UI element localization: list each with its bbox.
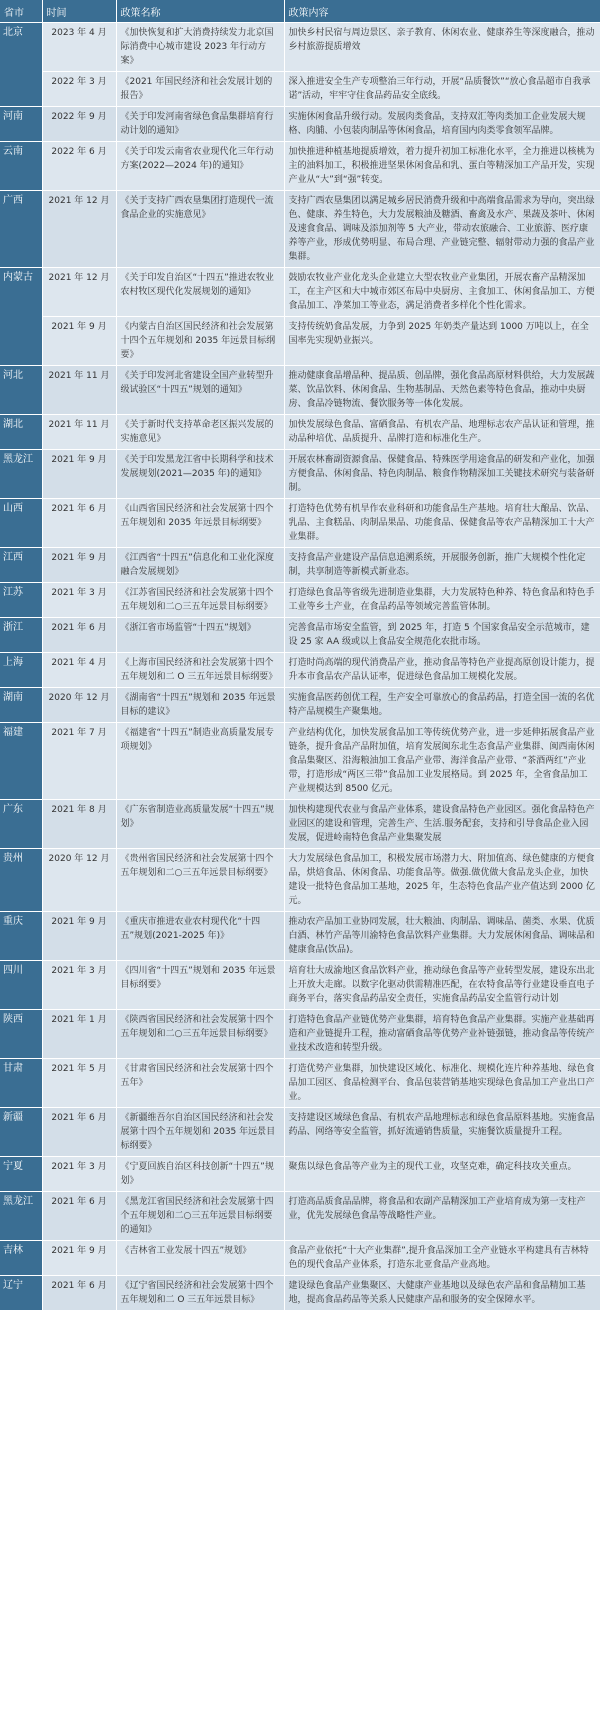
time-cell: 2020 年 12 月	[42, 688, 116, 723]
policy-content-cell: 加快乡村民宿与周边景区、亲子教育、休闲农业、健康养生等深度融合，推动乡村旅游提质增效	[284, 23, 600, 72]
time-cell: 2021 年 12 月	[42, 191, 116, 268]
policy-name-cell: 《内蒙古自治区国民经济和社会发展第十四个五年规划和 2035 年远景目标纲要》	[116, 317, 284, 366]
policy-name-cell: 《黑龙江省国民经济和社会发展第十四个五年规划和二○三五年远景目标纲要的通知》	[116, 1192, 284, 1241]
time-cell: 2021 年 4 月	[42, 653, 116, 688]
header-province: 省市	[0, 0, 42, 23]
time-cell: 2021 年 3 月	[42, 1157, 116, 1192]
province-cell: 广西	[0, 191, 42, 268]
policy-content-cell: 打造时尚高端的现代消费品产业，推动食品等特色产业提高原创设计能力，提升本市食品农产品认证率，促进绿色食品加工规模化发展。	[284, 653, 600, 688]
policy-name-cell: 《2021 年国民经济和社会发展计划的报告》	[116, 72, 284, 107]
table-header-row	[0, 0, 600, 23]
province-cell: 内蒙古	[0, 268, 42, 366]
time-cell: 2020 年 12 月	[42, 849, 116, 912]
table-row	[0, 653, 600, 688]
table-row	[0, 723, 600, 800]
policy-content-cell: 推动健康食品增品种、提品质、创品牌，强化食品高原材料供给，大力发展蔬菜、饮品饮料、休闲食品、生物基制品、天然色素等特色食品，推动中央厨房、食品冷链物流、餐饮服务等一体化发展。	[284, 366, 600, 415]
policy-content-cell: 完善食品市场安全监管，到 2025 年，打造 5 个国家食品安全示范城市，建设 25 家 AA 级或以上食品安全规范化农批市场。	[284, 618, 600, 653]
province-cell: 河北	[0, 366, 42, 415]
table-row	[0, 191, 600, 268]
table-row	[0, 72, 600, 107]
time-cell: 2021 年 9 月	[42, 450, 116, 499]
table-row	[0, 142, 600, 191]
table-row	[0, 415, 600, 450]
province-cell: 山西	[0, 499, 42, 548]
policy-content-cell: 打造高品质食品品牌，将食品和农副产品精深加工产业培育成为第一支柱产业，优先发展绿色食品等战略性产业。	[284, 1192, 600, 1241]
policy-name-cell: 《加快恢复和扩大消费持续发力北京国际消费中心城市建设 2023 年行动方案》	[116, 23, 284, 72]
policy-name-cell: 《关于印发黑龙江省中长期科学和技术发展规划(2021—2035 年)的通知》	[116, 450, 284, 499]
table-row	[0, 800, 600, 849]
province-cell: 宁夏	[0, 1157, 42, 1192]
policy-content-cell: 加快推进种植基地提质增效，着力提升初加工标准化水平，全力推进以核桃为主的油料加工，积极推进坚果休闲食品和乳、蛋白等精深加工产品开发，实现产业从“大”到“强”转变。	[284, 142, 600, 191]
time-cell: 2022 年 6 月	[42, 142, 116, 191]
table-row	[0, 1276, 600, 1311]
policy-name-cell: 《关于印发河北省建设全国产业转型升级试验区“十四五”规划的通知》	[116, 366, 284, 415]
policy-content-cell: 打造特色优势有机旱作农业科研和功能食品生产基地。培育壮大酿品、饮品、乳品、主食糕品、肉制品果品、功能食品、保健食品等农产品精深加工十大产业集群。	[284, 499, 600, 548]
table-row	[0, 548, 600, 583]
province-cell: 北京	[0, 23, 42, 107]
table-row	[0, 1157, 600, 1192]
table-row	[0, 688, 600, 723]
province-cell: 湖南	[0, 688, 42, 723]
policy-name-cell: 《重庆市推进农业农村现代化“十四五”规划(2021-2025 年)》	[116, 912, 284, 961]
time-cell: 2021 年 9 月	[42, 912, 116, 961]
time-cell: 2021 年 11 月	[42, 366, 116, 415]
policy-content-cell: 打造绿色食品等省级先进制造业集群，大力发展特色种养、特色食品和特色手工业等乡土产业，在食品药品等领域完善监管体制。	[284, 583, 600, 618]
policy-content-cell: 打造特色食品产业链优势产业集群，培育特色食品产业集群。实施产业基础再造和产业链提升工程，推动富硒食品等优势产业补链强链，推动食品等传统产业技术改造和转型升级。	[284, 1010, 600, 1059]
time-cell: 2022 年 9 月	[42, 107, 116, 142]
policy-name-cell: 《吉林省工业发展十四五”规划》	[116, 1241, 284, 1276]
time-cell: 2021 年 11 月	[42, 415, 116, 450]
province-cell: 重庆	[0, 912, 42, 961]
policy-name-cell: 《新疆维吾尔自治区国民经济和社会发展第十四个五年规划和 2035 年远景目标纲要》	[116, 1108, 284, 1157]
policy-content-cell: 支持食品产业建设产品信息追溯系统，开展服务创新，推广大规模个性化定制，共享制造等新模式新业态。	[284, 548, 600, 583]
province-cell: 吉林	[0, 1241, 42, 1276]
time-cell: 2021 年 9 月	[42, 1241, 116, 1276]
time-cell: 2021 年 9 月	[42, 317, 116, 366]
policy-content-cell: 支持建设区域绿色食品、有机农产品地理标志和绿色食品原料基地。实施食品药品、网络等安全监管，抓好流通销售质量，实施餐饮质量提升工程。	[284, 1108, 600, 1157]
province-cell: 黑龙江	[0, 450, 42, 499]
time-cell: 2022 年 3 月	[42, 72, 116, 107]
province-cell: 陕西	[0, 1010, 42, 1059]
time-cell: 2021 年 7 月	[42, 723, 116, 800]
policy-content-cell: 支持广西农垦集团以满足城乡居民消费升级和中高端食品需求为导向，突出绿色、健康、养生特色，大力发展粮油及糖酒、畜禽及水产、果蔬及茶叶、休闲及速食食品、调味及添加剂等 5 大产业，带动农旅融合、工业旅游、医疗康养等产业，形成优势明显、布局合理、产业链完整、辐射带动力强的食品产业集群。	[284, 191, 600, 268]
time-cell: 2021 年 6 月	[42, 1192, 116, 1241]
policy-name-cell: 《四川省“十四五”规划和 2035 年远景目标纲要》	[116, 961, 284, 1010]
time-cell: 2021 年 3 月	[42, 961, 116, 1010]
table-row	[0, 912, 600, 961]
policy-name-cell: 《辽宁省国民经济和社会发展第十四个五年规划和二 O 三五年远景目标》	[116, 1276, 284, 1311]
policy-content-cell: 大力发展绿色食品加工，积极发展市场潜力大、附加值高、绿色健康的方便食品，烘焙食品、休闲食品、功能食品等。做强.做优做大食品龙头企业，加快建设一批特色食品加工基地，2025 年，生态特色食品产业产值达到 2000 亿元。	[284, 849, 600, 912]
policy-name-cell: 《广东省制造业高质量发展“十四五”规划》	[116, 800, 284, 849]
table-row	[0, 1241, 600, 1276]
time-cell: 2021 年 6 月	[42, 499, 116, 548]
time-cell: 2021 年 8 月	[42, 800, 116, 849]
province-cell: 江西	[0, 548, 42, 583]
province-cell: 浙江	[0, 618, 42, 653]
table-row	[0, 366, 600, 415]
table-row	[0, 1108, 600, 1157]
province-cell: 黑龙江	[0, 1192, 42, 1241]
policy-name-cell: 《关于印发云南省农业现代化三年行动方案(2022—2024 年)的通知》	[116, 142, 284, 191]
table-row	[0, 23, 600, 72]
time-cell: 2023 年 4 月	[42, 23, 116, 72]
time-cell: 2021 年 3 月	[42, 583, 116, 618]
policy-content-cell: 建设绿色食品产业集聚区、大健康产业基地以及绿色农产品和食品精加工基地，提高食品药品等关系人民健康产品和服务的安全保障水平。	[284, 1276, 600, 1311]
header-policy-name: 政策名称	[116, 0, 284, 23]
policy-name-cell: 《关于印发河南省绿色食品集群培育行动计划的通知》	[116, 107, 284, 142]
province-cell: 云南	[0, 142, 42, 191]
table-row	[0, 317, 600, 366]
policy-content-cell: 实施食品医药创优工程，生产安全可靠放心的食品药品，打造全国一流的名优特产品规模生产聚集地。	[284, 688, 600, 723]
table-row	[0, 618, 600, 653]
time-cell: 2021 年 12 月	[42, 268, 116, 317]
policy-name-cell: 《福建省“十四五”制造业高质量发展专项规划》	[116, 723, 284, 800]
policy-content-cell: 深入推进安全生产专项整治三年行动，开展“品质餐饮”“放心食品超市自我承诺”活动，牢牢守住食品药品安全底线。	[284, 72, 600, 107]
province-cell: 广东	[0, 800, 42, 849]
province-cell: 河南	[0, 107, 42, 142]
province-cell: 贵州	[0, 849, 42, 912]
policy-name-cell: 《江西省“十四五”信息化和工业化深度融合发展规划》	[116, 548, 284, 583]
table-row	[0, 1192, 600, 1241]
table-row	[0, 1010, 600, 1059]
header-policy-content: 政策内容	[284, 0, 600, 23]
time-cell: 2021 年 6 月	[42, 618, 116, 653]
policy-content-cell: 加快发展绿色食品、富硒食品、有机农产品、地理标志农产品认证和管理，推动品种培优、品质提升、品牌打造和标准化生产。	[284, 415, 600, 450]
table-row	[0, 1059, 600, 1108]
policy-content-cell: 培育壮大成渝地区食品饮料产业，推动绿色食品等产业转型发展，建设东出北上开放大走廊。以数字化驱动供需精准匹配，在农特食品等行业建设垂直电子商务平台，落实食品药品安全责任，实施食品药品安全监管行动计划	[284, 961, 600, 1010]
time-cell: 2021 年 9 月	[42, 548, 116, 583]
policy-name-cell: 《山西省国民经济和社会发展第十四个五年规划和 2035 年远景目标纲要》	[116, 499, 284, 548]
policy-name-cell: 《宁夏回族自治区科技创新“十四五”规划》	[116, 1157, 284, 1192]
policy-name-cell: 《江苏省国民经济和社会发展第十四个五年规划和二○三五年远景目标纲要》	[116, 583, 284, 618]
province-cell: 四川	[0, 961, 42, 1010]
policy-name-cell: 《关于新时代支持革命老区振兴发展的实施意见》	[116, 415, 284, 450]
table-row	[0, 450, 600, 499]
policy-name-cell: 《上海市国民经济和社会发展第十四个五年规划和二 O 三五年远景目标纲要》	[116, 653, 284, 688]
province-cell: 湖北	[0, 415, 42, 450]
table-row	[0, 961, 600, 1010]
policy-content-cell: 聚焦以绿色食品等产业为主的现代工业，攻坚克难，确定科技攻关重点。	[284, 1157, 600, 1192]
policy-name-cell: 《贵州省国民经济和社会发展第十四个五年规划和二○三五年远景目标纲要》	[116, 849, 284, 912]
province-cell: 新疆	[0, 1108, 42, 1157]
policy-content-cell: 开展农林畜副资源食品、保健食品、特殊医学用途食品的研发和产业化，加强方便食品、休闲食品、特色肉制品、粮食作物精深加工关键技术研究与装备研制。	[284, 450, 600, 499]
policy-content-cell: 鼓励农牧业产业化龙头企业建立大型农牧业产业集团，开展农畜产品精深加工，在主产区和大中城市郊区布局中央厨房、主食加工、休闲食品加工、方便食品加工、净菜加工等业态，满足消费者多样化个性化需求。	[284, 268, 600, 317]
policy-name-cell: 《浙江省市场监管“十四五”规划》	[116, 618, 284, 653]
table-row	[0, 583, 600, 618]
policy-content-cell: 打造优势产业集群，加快建设区域化、标准化、规模化连片种养基地、绿色食品加工园区、食品检测平台、食品包装营销基地实现绿色食品加工产业出口产业。	[284, 1059, 600, 1108]
time-cell: 2021 年 1 月	[42, 1010, 116, 1059]
header-time: 时间	[42, 0, 116, 23]
table-row	[0, 268, 600, 317]
policy-content-cell: 产业结构优化，加快发展食品加工等传统优势产业，进一步延伸拓展食品产业链条，提升食品产品附加值，培育发展闽东北生态食品产业集群、闽西南休闲食品集聚区、沿海粮油加工食品产业带、海洋食品产业带、“茶酒两红”产业带，打造形成“两区三带”食品加工业发展格局。到 2025 年，全省食品加工产业规模达到 8500 亿元。	[284, 723, 600, 800]
time-cell: 2021 年 6 月	[42, 1276, 116, 1311]
policy-content-cell: 加快构建现代农业与食品产业体系，建设食品特色产业园区。强化食品特色产业园区的建设和管理，完善生产、生活.服务配套，支持和引导食品企业入园发展，促进岭南特色食品产业集聚发展	[284, 800, 600, 849]
table-row	[0, 849, 600, 912]
policy-content-cell: 食品产业依托“十大产业集群”,提升食品深加工全产业链水平构建具有吉林特色的现代食品产业体系，打造东北亚食品产业高地。	[284, 1241, 600, 1276]
policy-content-cell: 支持传统奶食品发展，力争到 2025 年奶类产量达到 1000 万吨以上，在全国率先实现奶业振兴。	[284, 317, 600, 366]
policy-name-cell: 《湖南省“十四五”规划和 2035 年远景目标的建议》	[116, 688, 284, 723]
policy-name-cell: 《陕西省国民经济和社会发展第十四个五年规划和二○三五年远景目标纲要》	[116, 1010, 284, 1059]
policy-content-cell: 推动农产品加工业协同发展，壮大粮油、肉制品、调味品、菌类、水果、优质白酒、林竹产品等川渝特色食品饮料产业集群。大力发展休闲食品、调味品和健康食品(饮品)。	[284, 912, 600, 961]
province-cell: 江苏	[0, 583, 42, 618]
table-row	[0, 499, 600, 548]
province-cell: 辽宁	[0, 1276, 42, 1311]
policy-name-cell: 《关于支持广西农垦集团打造现代一流食品企业的实施意见》	[116, 191, 284, 268]
province-cell: 甘肃	[0, 1059, 42, 1108]
table-row	[0, 107, 600, 142]
table-body	[0, 23, 600, 1311]
policy-name-cell: 《关于印发自治区“十四五”推进农牧业农村牧区现代化发展规划的通知》	[116, 268, 284, 317]
policy-name-cell: 《甘肃省国民经济和社会发展第十四个五年》	[116, 1059, 284, 1108]
time-cell: 2021 年 6 月	[42, 1108, 116, 1157]
province-cell: 福建	[0, 723, 42, 800]
province-cell: 上海	[0, 653, 42, 688]
policy-content-cell: 实施休闲食品升级行动。发展肉类食品，支持双汇等肉类加工企业发展大规格、肉脯、小包装肉制品等休闲食品，培育国内肉类零食领军品牌。	[284, 107, 600, 142]
time-cell: 2021 年 5 月	[42, 1059, 116, 1108]
